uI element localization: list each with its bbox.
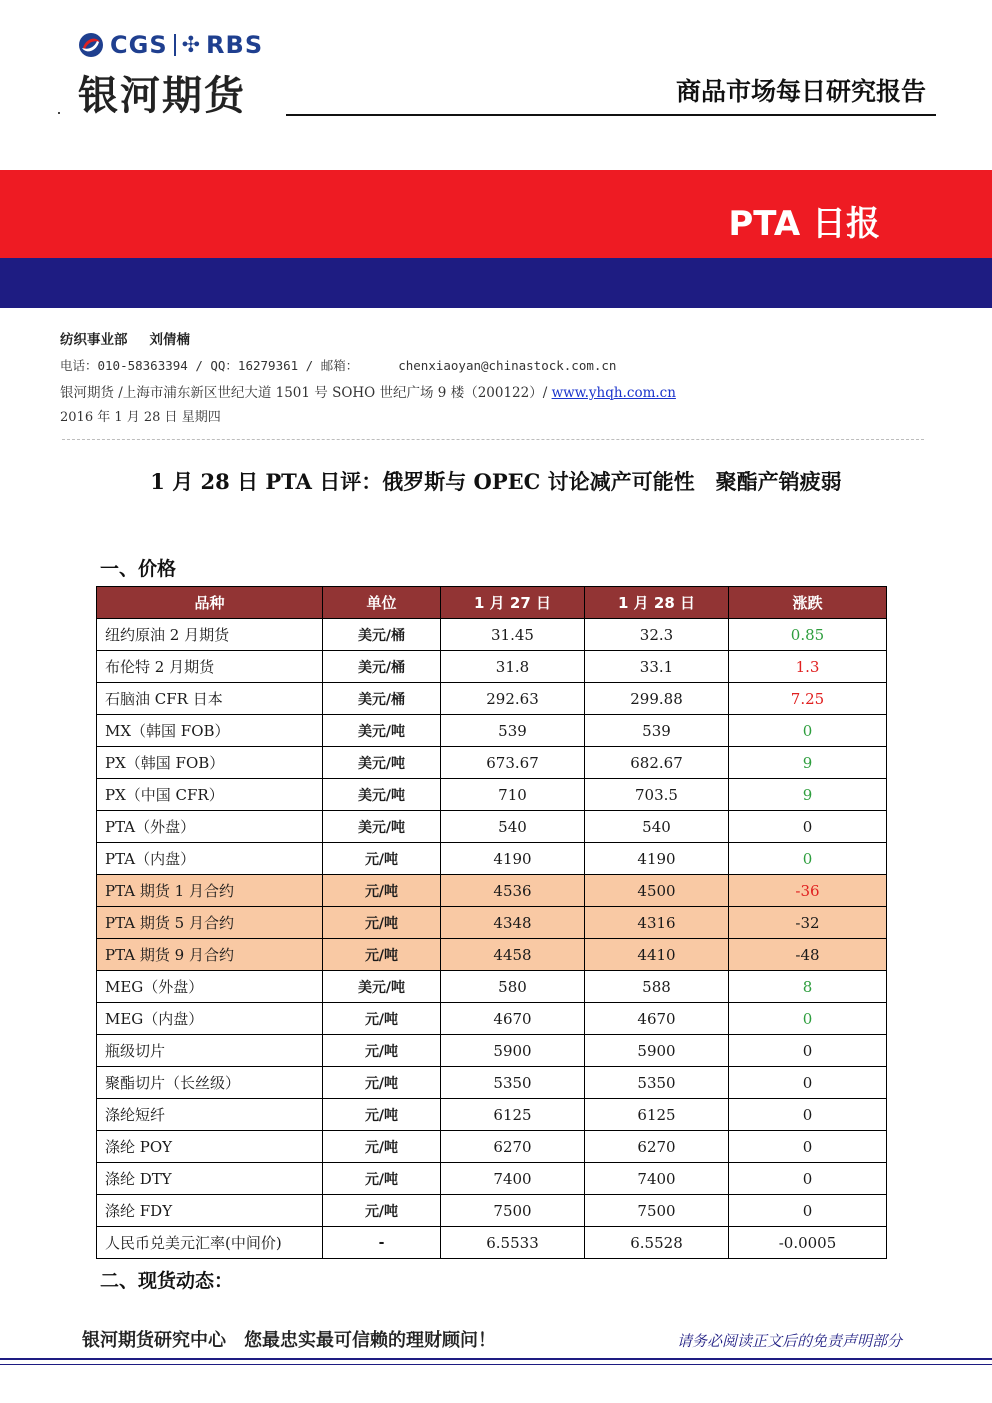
product-cell: 纽约原油 2 月期货 (97, 619, 323, 651)
change-cell: 0 (729, 715, 887, 747)
jan28-cell: 6270 (585, 1131, 729, 1163)
jan28-cell: 682.67 (585, 747, 729, 779)
jan27-cell: 6125 (441, 1099, 585, 1131)
jan27-cell: 710 (441, 779, 585, 811)
product-cell: 布伦特 2 月期货 (97, 651, 323, 683)
table-row (97, 1003, 887, 1035)
jan28-cell: 4410 (585, 939, 729, 971)
rbs-icon: ✣ (181, 32, 201, 58)
logo-cgs-text: CGS (110, 31, 168, 59)
table-row (97, 875, 887, 907)
jan27-cell: 539 (441, 715, 585, 747)
report-date: 2016 年 1 月 28 日 星期四 (60, 410, 221, 425)
footer-rule-thin (0, 1364, 992, 1365)
header-rule (286, 114, 936, 116)
report-series-title: 商品市场每日研究报告 (675, 77, 926, 106)
table-row (97, 779, 887, 811)
contact-line (60, 356, 616, 374)
dashed-divider (62, 439, 924, 440)
table-row (97, 907, 887, 939)
change-cell: 0 (729, 1003, 887, 1035)
jan27-cell: 6270 (441, 1131, 585, 1163)
change-cell: -0.0005 (729, 1227, 887, 1259)
unit-cell: 美元/吨 (323, 715, 441, 747)
col-header-jan27: 1 月 27 日 (441, 587, 585, 619)
change-cell: 0 (729, 1099, 887, 1131)
jan28-cell: 7400 (585, 1163, 729, 1195)
contact-info: 电话：010-58363394 / QQ：16279361 / 邮箱： (60, 358, 359, 373)
unit-cell: 美元/吨 (323, 779, 441, 811)
product-cell: MEG（内盘） (97, 1003, 323, 1035)
jan27-cell: 6.5533 (441, 1227, 585, 1259)
product-cell: 涤纶 POY (97, 1131, 323, 1163)
product-cell: PTA（内盘） (97, 843, 323, 875)
banner-blue-band (0, 258, 992, 308)
change-cell: 1.3 (729, 651, 887, 683)
unit-cell: 元/吨 (323, 1131, 441, 1163)
margin-dot (58, 112, 60, 114)
jan27-cell: 580 (441, 971, 585, 1003)
website-link[interactable]: www.yhqh.com.cn (551, 385, 676, 401)
banner-title: PTA 日报 (728, 204, 880, 244)
unit-cell: 美元/吨 (323, 811, 441, 843)
unit-cell: 元/吨 (323, 907, 441, 939)
jan27-cell: 7500 (441, 1195, 585, 1227)
product-cell: PX（中国 CFR） (97, 779, 323, 811)
author-name: 刘倩楠 (149, 332, 190, 348)
jan27-cell: 4670 (441, 1003, 585, 1035)
table-row (97, 1227, 887, 1259)
table-row (97, 1163, 887, 1195)
unit-cell: 美元/桶 (323, 683, 441, 715)
jan28-cell: 703.5 (585, 779, 729, 811)
unit-cell: 元/吨 (323, 939, 441, 971)
table-row (97, 939, 887, 971)
jan27-cell: 5900 (441, 1035, 585, 1067)
product-cell: PTA 期货 9 月合约 (97, 939, 323, 971)
table-row (97, 747, 887, 779)
table-row (97, 971, 887, 1003)
footer-slogan (82, 1326, 496, 1352)
unit-cell: 美元/桶 (323, 651, 441, 683)
section-heading-price: 一、价格 (100, 558, 177, 580)
table-row (97, 843, 887, 875)
table-row (97, 811, 887, 843)
col-header-product: 品种 (97, 587, 323, 619)
logo-rbs-text: RBS (206, 31, 264, 59)
table-row (97, 1195, 887, 1227)
jan27-cell: 5350 (441, 1067, 585, 1099)
unit-cell: 美元/吨 (323, 971, 441, 1003)
product-cell: 涤纶 DTY (97, 1163, 323, 1195)
jan28-cell: 32.3 (585, 619, 729, 651)
jan27-cell: 4536 (441, 875, 585, 907)
change-cell: 0.85 (729, 619, 887, 651)
cgs-swirl-icon (78, 32, 104, 58)
jan27-cell: 31.8 (441, 651, 585, 683)
change-cell: -48 (729, 939, 887, 971)
unit-cell: 元/吨 (323, 875, 441, 907)
change-cell: 0 (729, 1195, 887, 1227)
jan28-cell: 588 (585, 971, 729, 1003)
jan28-cell: 299.88 (585, 683, 729, 715)
jan27-cell: 673.67 (441, 747, 585, 779)
product-cell: PTA 期货 5 月合约 (97, 907, 323, 939)
change-cell: 0 (729, 1163, 887, 1195)
jan27-cell: 7400 (441, 1163, 585, 1195)
change-cell: 0 (729, 811, 887, 843)
change-cell: 0 (729, 1035, 887, 1067)
jan28-cell: 33.1 (585, 651, 729, 683)
product-cell: PTA（外盘） (97, 811, 323, 843)
col-header-change: 涨跌 (729, 587, 887, 619)
jan28-cell: 5900 (585, 1035, 729, 1067)
jan28-cell: 4316 (585, 907, 729, 939)
table-row (97, 1099, 887, 1131)
table-row (97, 619, 887, 651)
change-cell: 8 (729, 971, 887, 1003)
footer-motto: 您最忠实最可信赖的理财顾问！ (244, 1330, 496, 1351)
jan28-cell: 4500 (585, 875, 729, 907)
jan27-cell: 31.45 (441, 619, 585, 651)
jan28-cell: 4670 (585, 1003, 729, 1035)
product-cell: 聚酯切片（长丝级） (97, 1067, 323, 1099)
unit-cell: 元/吨 (323, 1003, 441, 1035)
address-line (60, 381, 676, 401)
table-row (97, 1067, 887, 1099)
product-cell: 瓶级切片 (97, 1035, 323, 1067)
product-cell: MX（韩国 FOB） (97, 715, 323, 747)
section-heading-spot: 二、现货动态： (100, 1270, 234, 1292)
table-row (97, 1035, 887, 1067)
change-cell: 9 (729, 779, 887, 811)
unit-cell: 元/吨 (323, 1195, 441, 1227)
product-cell: 涤纶 FDY (97, 1195, 323, 1227)
unit-cell: 元/吨 (323, 1067, 441, 1099)
disclaimer-note: 请务必阅读正文后的免责声明部分 (676, 1332, 902, 1350)
report-headline: 1 月 28 日 PTA 日评：俄罗斯与 OPEC 讨论减产可能性 聚酯产销疲弱 (150, 469, 842, 494)
product-cell: PX（韩国 FOB） (97, 747, 323, 779)
jan27-cell: 4458 (441, 939, 585, 971)
change-cell: 9 (729, 747, 887, 779)
change-cell: 0 (729, 1131, 887, 1163)
jan28-cell: 4190 (585, 843, 729, 875)
jan28-cell: 6125 (585, 1099, 729, 1131)
unit-cell: 元/吨 (323, 1035, 441, 1067)
jan27-cell: 540 (441, 811, 585, 843)
jan27-cell: 4348 (441, 907, 585, 939)
jan27-cell: 292.63 (441, 683, 585, 715)
product-cell: PTA 期货 1 月合约 (97, 875, 323, 907)
table-header-row (97, 587, 887, 619)
unit-cell: 元/吨 (323, 1099, 441, 1131)
unit-cell: 美元/桶 (323, 619, 441, 651)
product-cell: 石脑油 CFR 日本 (97, 683, 323, 715)
jan28-cell: 6.5528 (585, 1227, 729, 1259)
logo-separator (174, 34, 176, 56)
product-cell: 人民币兑美元汇率(中间价) (97, 1227, 323, 1259)
company-logo (78, 28, 263, 121)
address: 银河期货 /上海市浦东新区世纪大道 1501 号 SOHO 世纪广场 9 楼（200122）/ (60, 385, 552, 401)
unit-cell: 元/吨 (323, 843, 441, 875)
product-cell: 涤纶短纤 (97, 1099, 323, 1131)
change-cell: 7.25 (729, 683, 887, 715)
jan27-cell: 4190 (441, 843, 585, 875)
footer-org: 银河期货研究中心 (82, 1330, 226, 1351)
product-cell: MEG（外盘） (97, 971, 323, 1003)
jan28-cell: 540 (585, 811, 729, 843)
email-address: chenxiaoyan@chinastock.com.cn (398, 358, 617, 373)
footer-rule (0, 1358, 992, 1360)
col-header-jan28: 1 月 28 日 (585, 587, 729, 619)
change-cell: 0 (729, 1067, 887, 1099)
change-cell: 0 (729, 843, 887, 875)
logo-chinese-name: 银河期货 (78, 73, 246, 119)
change-cell: -32 (729, 907, 887, 939)
unit-cell: 美元/吨 (323, 747, 441, 779)
jan28-cell: 5350 (585, 1067, 729, 1099)
table-row (97, 683, 887, 715)
author-line (60, 328, 190, 348)
department: 纺织事业部 (60, 332, 128, 348)
jan28-cell: 7500 (585, 1195, 729, 1227)
table-row (97, 1131, 887, 1163)
table-row (97, 651, 887, 683)
table-row (97, 715, 887, 747)
unit-cell: - (323, 1227, 441, 1259)
price-table (96, 586, 887, 1259)
jan28-cell: 539 (585, 715, 729, 747)
banner-red-band (0, 170, 992, 258)
change-cell: -36 (729, 875, 887, 907)
col-header-unit: 单位 (323, 587, 441, 619)
unit-cell: 元/吨 (323, 1163, 441, 1195)
